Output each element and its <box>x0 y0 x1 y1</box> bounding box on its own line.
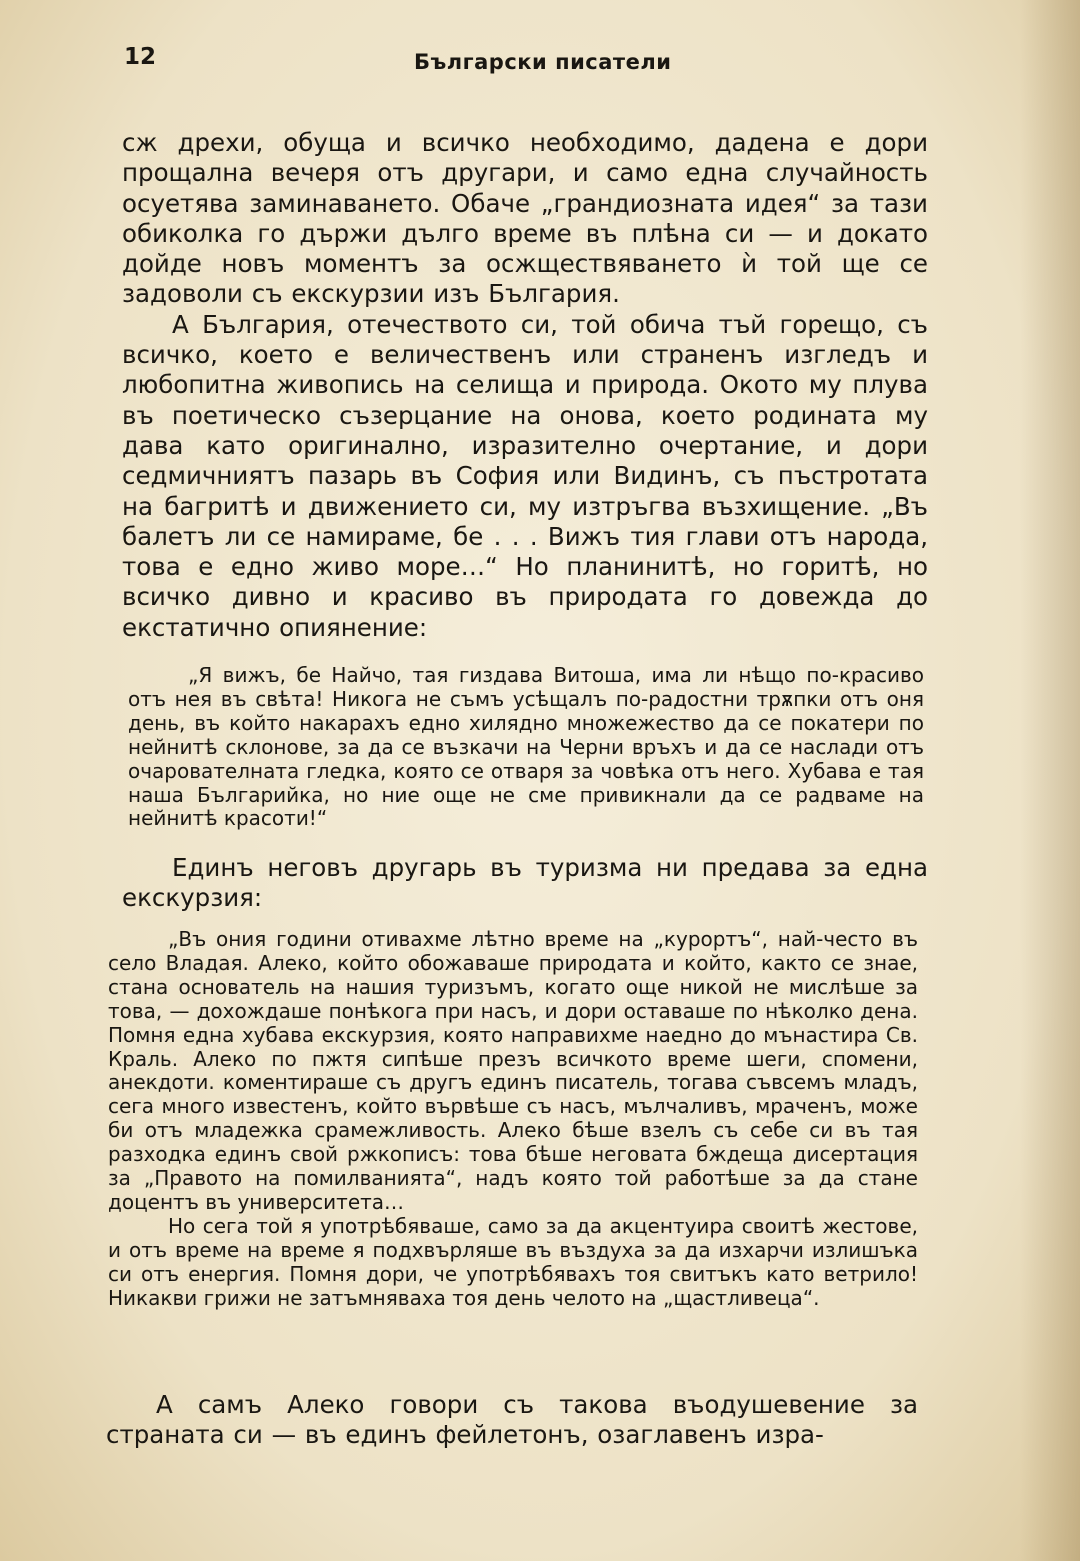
body-text-block-2 <box>122 853 928 914</box>
paragraph-3: Единъ неговъ другарь въ туризма ни предава за една екскурзия: <box>122 853 928 913</box>
quotation-2 <box>108 928 918 1311</box>
paragraph-4: А самъ Алеко говори съ такова въодушевение за страната си — въ единъ фейлетонъ, озаглавенъ изра- <box>106 1390 918 1450</box>
page-number: 12 <box>124 44 157 70</box>
quotation-2-part-a: „Въ ония години отивахме лѣтно време на „курортъ“, най-често въ село Владая. Алеко, който обожаваше природата и който, както се знае, стана основатель на нашия туризъмъ, когато още никой не мислѣше за това, — дохождаше понѣкога при насъ, и дори оставаше по нѣколко дена. Помня една хубава екскурзия, която направихме наедно до мънастира Св. Краль. Алеко по пжтя сипѣше презъ всичкото време шеги, спомени, анекдоти. коментираше съ другъ единъ писатель, тогава съвсемъ младъ, сега много известенъ, който вървѣше съ насъ, мълчаливъ, мраченъ, може би отъ младежка срамежливость. Алеко бѣше взелъ съ себе си въ тая разходка единъ свой ржкописъ: това бѣше неговата бждеща дисертация за „Правото на помилванията“, надъ която той работѣше за да стане доцентъ въ университета… <box>108 927 918 1214</box>
body-text-block-3 <box>106 1390 918 1451</box>
page-header <box>124 44 914 84</box>
paragraph-2: А България, отечеството си, той обича тъй горещо, съ всичко, което е величественъ или страненъ изгледъ и любопитна живопись на селища и природа. Окото му плува въ поетическо съзерцание на онова, което родината му дава като оригинално, изразително очертание, и дори седмичниятъ пазарь въ София или Видинъ, съ пъстротата на багритѣ и движението си, му изтръгва възхищение. „Въ балетъ ли се намираме, бе . . . Вижъ тия глави отъ народа, това е едно живо море…“ Но планинитѣ, но горитѣ, но всичко дивно и красиво въ природата го довежда до екстатично опиянение: <box>122 309 928 642</box>
quotation-1-text: „Я вижъ, бе Найчо, тая гиздава Витоша, има ли нѣщо по-красиво отъ нея въ свѣта! Никога не съмъ усѣщалъ по-радостни трѫпки отъ оня день, въ който накарахъ едно хилядно множежество да се покатери по нейнитѣ склонове, за да се възкачи на Черни връхъ и да се наслади отъ очарователната гледка, която се отваря за човѣка отъ него. Хубава е тая наша Българийка, но ние още не сме привикнали да се радваме на нейнитѣ красоти!“ <box>128 663 924 831</box>
running-head: Български писатели <box>414 50 672 74</box>
quotation-1 <box>128 664 924 831</box>
body-text-block-1 <box>122 128 928 643</box>
page-edge-shadow <box>1020 0 1080 1561</box>
quotation-2-part-b: Но сега той я употрѣбяваше, само за да акцентуира своитѣ жестове, и отъ време на време я подхвърляше въ въздуха за да изхарчи излишъка си отъ енергия. Помня дори, че употрѣбявахъ тоя свитъкъ като ветрило! Никакви грижи не затъмняваха тоя день челото на „щастливеца“. <box>108 1213 918 1310</box>
paragraph-1: сж дрехи, обуща и всичко необходимо, дадена е дори прощална вечеря отъ другари, и само една случайность осуетява заминаването. Обаче „грандиозната идея“ за тази обиколка го държи дълго време въ плѣна си — и докато дойде новъ моментъ за осжществяването ѝ той ще се задоволи съ екскурзии изъ България. <box>122 128 928 309</box>
